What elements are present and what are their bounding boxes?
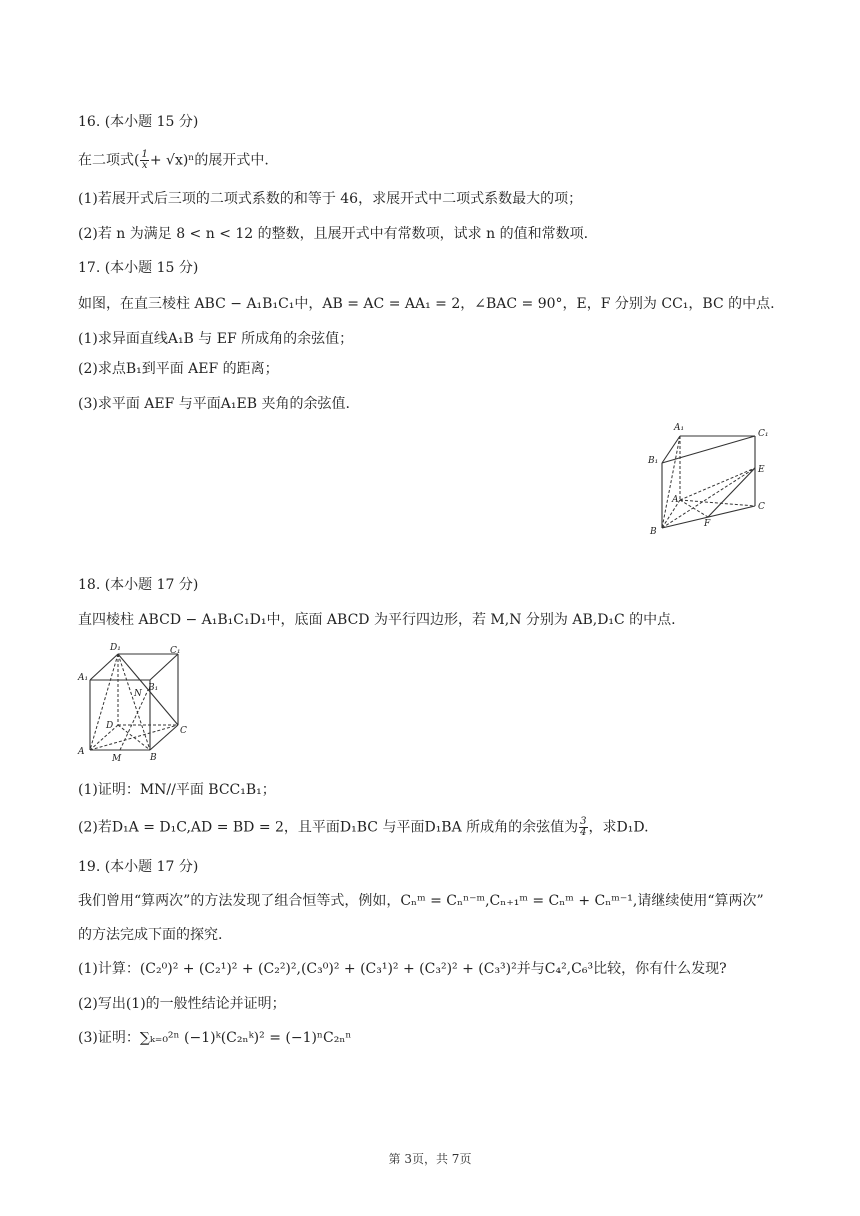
q16-fraction xyxy=(140,150,148,171)
q17-label-a1: A₁ xyxy=(674,423,685,433)
q17-stem: 如图，在直三棱柱 ABC − A₁B₁C₁中，AB = AC = AA₁ = 2，∠BAC = 90°，E，F 分别为 CC₁，BC 的中点. xyxy=(78,296,775,312)
q16-stem xyxy=(78,150,269,171)
q18-label-d1: D₁ xyxy=(110,643,121,653)
q17-part3: (3)求平面 AEF 与平面A₁EB 夹角的余弦值. xyxy=(78,396,350,412)
q16-heading: 16. (本小题 15 分) xyxy=(78,114,199,130)
q16-stem-pre: 在二项式( xyxy=(78,152,140,169)
q16-frac-num: 1 xyxy=(141,149,148,160)
q16-frac-den: x xyxy=(141,160,148,171)
q17-prism-figure xyxy=(640,418,780,540)
q19-heading: 19. (本小题 17 分) xyxy=(78,859,199,875)
q17-label-c: C xyxy=(758,502,765,512)
q16-stem-post: + √x)ⁿ的展开式中. xyxy=(149,152,269,169)
q18-label-b: B xyxy=(150,753,157,763)
q18-label-a1: A₁ xyxy=(78,673,89,683)
q16-part1: (1)若展开式后三项的二项式系数的和等于 46，求展开式中二项式系数最大的项； xyxy=(78,191,583,207)
q17-label-a: A xyxy=(672,495,679,505)
q18-part1: (1)证明：MN//平面 BCC₁B₁； xyxy=(78,782,276,798)
q18-frac-den: 4 xyxy=(580,827,587,838)
q17-label-b: B xyxy=(650,527,657,537)
q18-heading: 18. (本小题 17 分) xyxy=(78,577,199,593)
q18-label-c: C xyxy=(180,726,187,736)
q17-part2: (2)求点B₁到平面 AEF 的距离； xyxy=(78,361,279,377)
q18-part2-post: ，求D₁D. xyxy=(588,819,649,836)
q18-fraction xyxy=(579,817,587,838)
q18-label-d: D xyxy=(106,721,114,731)
q18-label-a: A xyxy=(78,747,85,757)
q18-label-c1: C₁ xyxy=(170,646,181,656)
q19-part3: (3)证明：∑ₖ₌₀²ⁿ (−1)ᵏ(C₂ₙᵏ)² = (−1)ⁿC₂ₙⁿ xyxy=(78,1030,352,1046)
q18-part2 xyxy=(78,817,649,838)
q18-label-m: M xyxy=(112,754,122,764)
page-footer: 第 3页，共 7页 xyxy=(388,1152,472,1166)
q18-prism-figure xyxy=(74,640,194,765)
q17-label-f: F xyxy=(704,519,711,529)
q19-part2: (2)写出(1)的一般性结论并证明； xyxy=(78,996,286,1012)
q17-label-e: E xyxy=(758,465,765,475)
q17-label-b1: B₁ xyxy=(648,456,659,466)
q18-label-n: N xyxy=(134,689,142,699)
q18-frac-num: 3 xyxy=(580,816,587,827)
q16-part2: (2)若 n 为满足 8 < n < 12 的整数，且展开式中有常数项，试求 n 的值和常数项. xyxy=(78,226,589,242)
q18-part2-pre: (2)若D₁A = D₁C,AD = BD = 2，且平面D₁BC 与平面D₁BA 所成角的余弦值为 xyxy=(78,819,579,836)
q17-part1: (1)求异面直线A₁B 与 EF 所成角的余弦值； xyxy=(78,331,354,347)
q19-part1: (1)计算：(C₂⁰)² + (C₂¹)² + (C₂²)²,(C₃⁰)² + (C₃¹)² + (C₃²)² + (C₃³)²并与C₄²,C₆³比较，你有什么发现? xyxy=(78,961,727,977)
q19-stem-line1: 我们曾用“算两次”的方法发现了组合恒等式，例如，Cₙᵐ = Cₙⁿ⁻ᵐ,Cₙ₊₁ᵐ = Cₙᵐ + Cₙᵐ⁻¹,请继续使用“算两次” xyxy=(78,893,764,909)
q18-stem: 直四棱柱 ABCD − A₁B₁C₁D₁中，底面 ABCD 为平行四边形，若 M,N 分别为 AB,D₁C 的中点. xyxy=(78,612,676,628)
q19-stem-line2: 的方法完成下面的探究. xyxy=(78,927,223,943)
q18-label-b1: B₁ xyxy=(148,683,159,693)
q17-label-c1: C₁ xyxy=(758,429,769,439)
q17-heading: 17. (本小题 15 分) xyxy=(78,260,199,276)
